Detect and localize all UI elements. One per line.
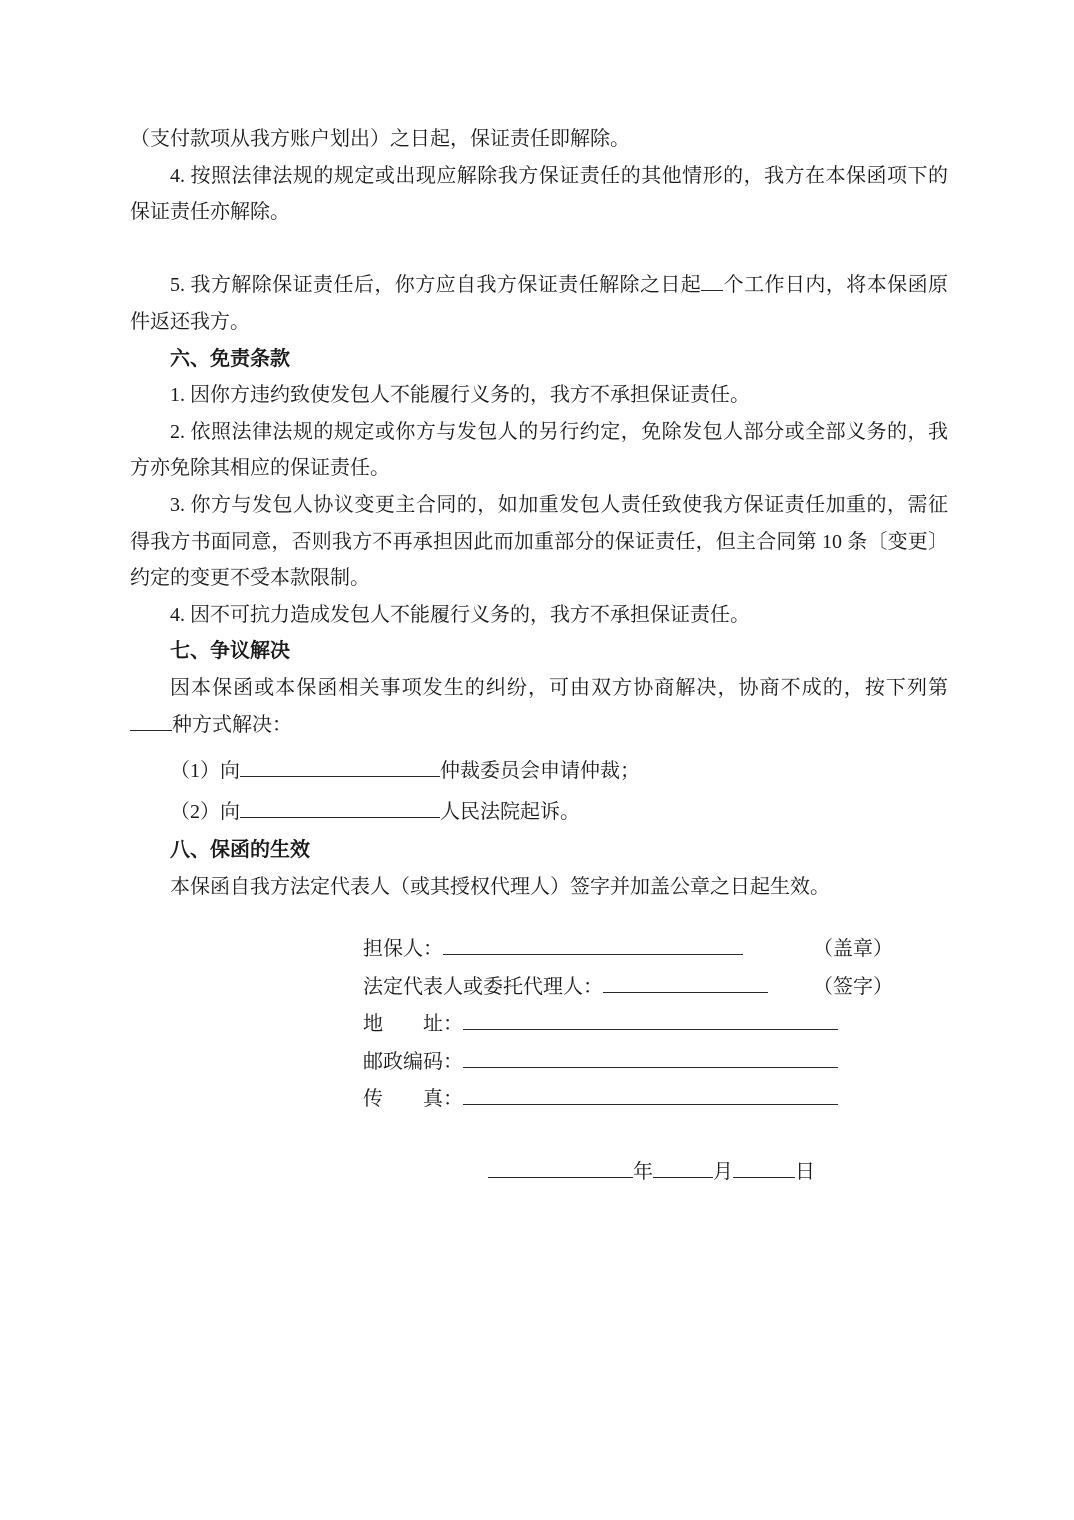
dispute-option-court	[130, 794, 948, 831]
guarantor-label: 担保人：	[363, 938, 443, 961]
date-day-blank-field	[733, 1157, 795, 1178]
dispute-option-2-suffix: 人民法院起诉。	[440, 800, 580, 823]
dispute-intro-suffix: 种方式解决：	[172, 713, 292, 736]
representative-sign-note: （签字）	[813, 975, 893, 998]
exemption-item-2: 2. 依照法律法规的规定或你方与发包人的另行约定，免除发包人部分或全部义务的，我方亦免除其相应的保证责任。	[130, 420, 948, 480]
dispute-method-blank-field	[130, 710, 172, 731]
item-5-suffix: 个工作日内，将本保函原件返还我方。	[130, 274, 949, 333]
date-year-label: 年	[633, 1160, 653, 1183]
guarantor-seal-note: （盖章）	[813, 938, 893, 961]
document-content	[130, 121, 948, 1191]
fax-label: 传 真：	[363, 1088, 463, 1111]
signature-block	[363, 931, 948, 1119]
paragraph-payment-release: （支付款项从我方账户划出）之日起，保证责任即解除。	[130, 128, 630, 150]
guarantor-blank-field	[443, 934, 743, 955]
exemption-item-4: 4. 因不可抗力造成发包人不能履行义务的，我方不承担保证责任。	[170, 603, 750, 626]
signature-postcode-line	[363, 1044, 948, 1082]
paragraph-item-4: 4. 按照法律法规的规定或出现应解除我方保证责任的其他情形的，我方在本保函项下的保证责任亦解除。	[130, 164, 948, 224]
section-heading-dispute: 七、争议解决	[170, 640, 290, 663]
section-heading-effectiveness: 八、保函的生效	[170, 839, 310, 862]
date-year-blank-field	[488, 1157, 633, 1178]
court-blank-field	[240, 797, 440, 818]
postcode-label: 邮政编码：	[363, 1050, 463, 1073]
paragraph-item-5	[130, 267, 948, 340]
representative-blank-field	[603, 972, 768, 993]
exemption-item-3: 3. 你方与发包人协议变更主合同的，如加重发包人责任致使我方保证责任加重的，需征得我方书面同意，否则我方不再承担因此而加重部分的保证责任，但主合同第 10 条〔变更〕约定的变更不受本款限制。	[130, 493, 948, 590]
blank-line	[130, 231, 948, 268]
dispute-intro	[130, 670, 948, 743]
postcode-blank-field	[463, 1047, 838, 1068]
date-line	[488, 1154, 948, 1191]
address-label: 地 址：	[363, 1013, 463, 1036]
date-month-label: 月	[713, 1160, 733, 1183]
signature-representative-line	[363, 969, 948, 1007]
fax-blank-field	[463, 1084, 838, 1105]
section-heading-exemption: 六、免责条款	[170, 347, 290, 370]
dispute-option-arbitration	[130, 753, 948, 790]
date-month-blank-field	[653, 1157, 713, 1178]
date-day-label: 日	[795, 1160, 815, 1183]
signature-fax-line	[363, 1081, 948, 1119]
dispute-option-1-suffix: 仲裁委员会申请仲裁；	[440, 760, 640, 783]
signature-address-line	[363, 1006, 948, 1044]
representative-label: 法定代表人或委托代理人：	[363, 975, 603, 998]
dispute-intro-prefix: 因本保函或本保函相关事项发生的纠纷，可由双方协商解决，协商不成的，按下列第	[170, 676, 948, 699]
arbitration-committee-blank-field	[240, 756, 440, 777]
dispute-option-2-prefix: （2）向	[170, 800, 240, 823]
exemption-item-1: 1. 因你方违约致使发包人不能履行义务的，我方不承担保证责任。	[170, 384, 750, 407]
dispute-option-1-prefix: （1）向	[170, 760, 240, 783]
signature-guarantor-line	[363, 931, 948, 969]
paragraph-effectiveness: 本保函自我方法定代表人（或其授权代理人）签字并加盖公章之日起生效。	[170, 875, 830, 898]
item-5-prefix: 5. 我方解除保证责任后，你方应自我方保证责任解除之日起	[170, 274, 702, 297]
workdays-blank-field	[701, 270, 723, 291]
address-blank-field	[463, 1009, 838, 1030]
